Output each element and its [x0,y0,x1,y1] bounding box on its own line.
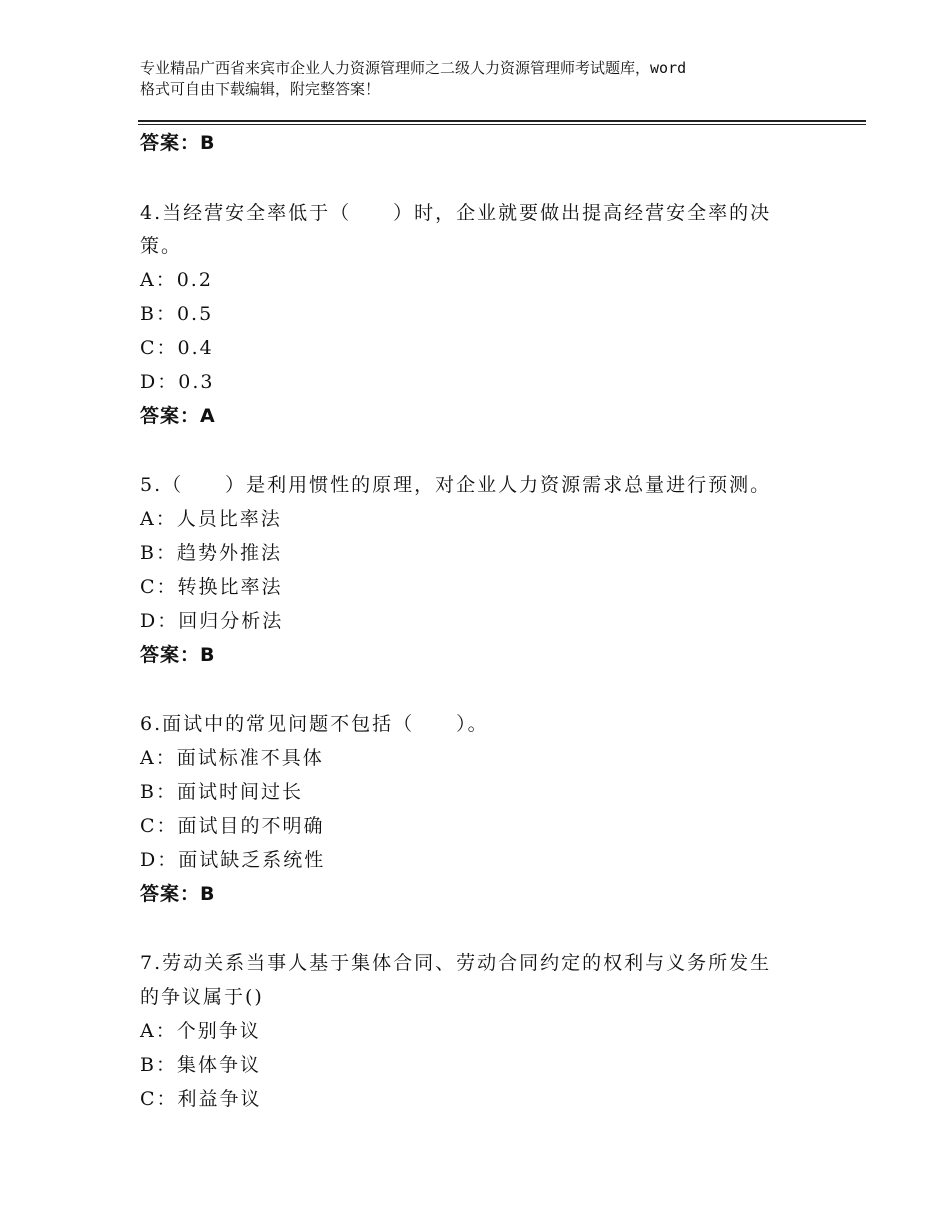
answer-q5: 答案：B [140,644,216,666]
option-5c: C：转换比率法 [140,576,283,598]
option-6a: A：面试标准不具体 [140,747,324,769]
header-divider [138,120,866,122]
option-6b: B：面试时间过长 [140,781,303,803]
option-6c: C：面试目的不明确 [140,815,325,837]
header-line-1: 专业精品广西省来宾市企业人力资源管理师之二级人力资源管理师考试题库，word [140,59,687,77]
option-4c: C：0.4 [140,337,214,359]
option-4b: B：0.5 [140,303,214,325]
option-5b: B：趋势外推法 [140,542,282,564]
question-7-line-1: 7.劳动关系当事人基于集体合同、劳动合同约定的权利与义务所发生 [140,952,772,974]
header-line-2: 格式可自由下载编辑，附完整答案！ [140,80,381,98]
question-4-line-2: 策。 [140,235,183,257]
option-6d: D：面试缺乏系统性 [140,849,326,871]
page-header [140,58,840,100]
option-4d: D：0.3 [140,371,215,393]
option-7a: A：个别争议 [140,1020,261,1042]
question-5: 5.（ ）是利用惯性的原理，对企业人力资源需求总量进行预测。 [140,474,772,496]
option-7b: B：集体争议 [140,1054,261,1076]
header-divider-thin [138,124,866,125]
question-6: 6.面试中的常见问题不包括（ ）。 [140,713,489,735]
option-7c: C：利益争议 [140,1088,262,1110]
option-4a: A：0.2 [140,269,213,291]
option-5d: D：回归分析法 [140,610,284,632]
answer-q6: 答案：B [140,883,216,905]
question-4-line-1: 4.当经营安全率低于（ ）时，企业就要做出提高经营安全率的决 [140,202,772,224]
question-7-line-2: 的争议属于() [140,986,264,1008]
answer-q3: 答案：B [140,132,216,154]
option-5a: A：人员比率法 [140,508,282,530]
answer-q4: 答案：A [140,405,216,427]
